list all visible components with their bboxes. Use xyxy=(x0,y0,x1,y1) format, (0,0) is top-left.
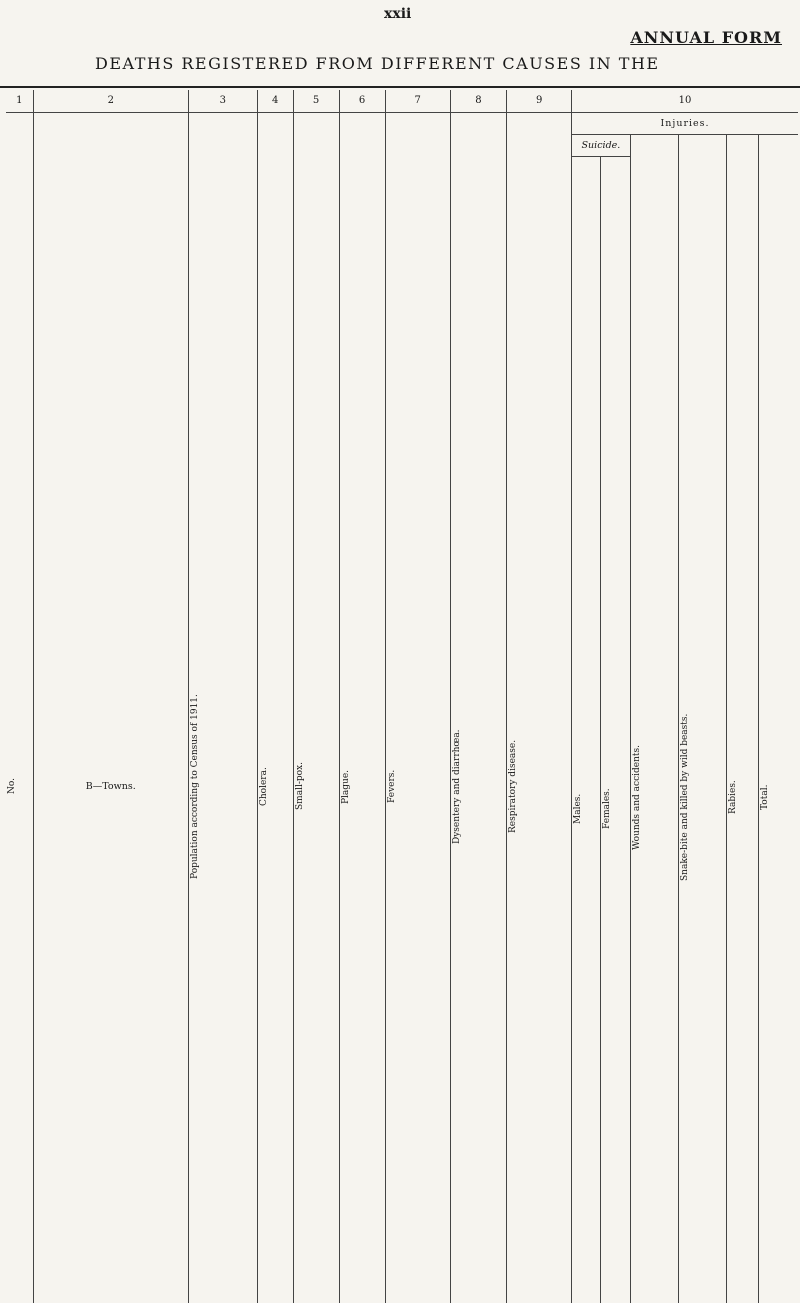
colnum: 4 xyxy=(257,90,293,112)
colnum: 7 xyxy=(385,90,450,112)
header-total: Total. xyxy=(758,134,798,1303)
header-fevers: Fevers. xyxy=(385,112,450,1303)
header-injuries: Injuries. xyxy=(572,112,798,134)
form-title: ANNUAL FORM xyxy=(630,28,782,47)
page-number: xxii xyxy=(384,6,412,22)
title-rule xyxy=(0,86,800,88)
colnum: 1 xyxy=(6,90,33,112)
header-males: Males. xyxy=(572,156,601,1303)
colnum: 9 xyxy=(507,90,572,112)
document-title: DEATHS REGISTERED FROM DIFFERENT CAUSES IN THE xyxy=(95,54,660,73)
colnum: 6 xyxy=(339,90,385,112)
header-dysentery: Dysentery and diarrhœa. xyxy=(450,112,507,1303)
deaths-table xyxy=(6,90,798,1303)
header-no: No. xyxy=(7,778,17,794)
colnum: 8 xyxy=(450,90,507,112)
colnum: 3 xyxy=(188,90,257,112)
colnum: 2 xyxy=(33,90,188,112)
colnum: 5 xyxy=(293,90,339,112)
header-population: Population according to Census of 1911. xyxy=(188,112,257,1303)
header-respiratory: Respiratory disease. xyxy=(507,112,572,1303)
header-rabies: Rabies. xyxy=(727,134,758,1303)
header-snakebite: Snake-bite and killed by wild beasts. xyxy=(678,134,726,1303)
header-cholera: Cholera. xyxy=(257,112,293,1303)
header-suicide: Suicide. xyxy=(572,134,631,156)
header-females: Females. xyxy=(601,156,630,1303)
header-wounds: Wounds and accidents. xyxy=(630,134,678,1303)
colnum: 10 xyxy=(572,90,798,112)
column-number-row xyxy=(6,90,798,112)
header-plague: Plague. xyxy=(339,112,385,1303)
header-towns: B—Towns. xyxy=(33,112,188,1303)
header-smallpox: Small-pox. xyxy=(293,112,339,1303)
